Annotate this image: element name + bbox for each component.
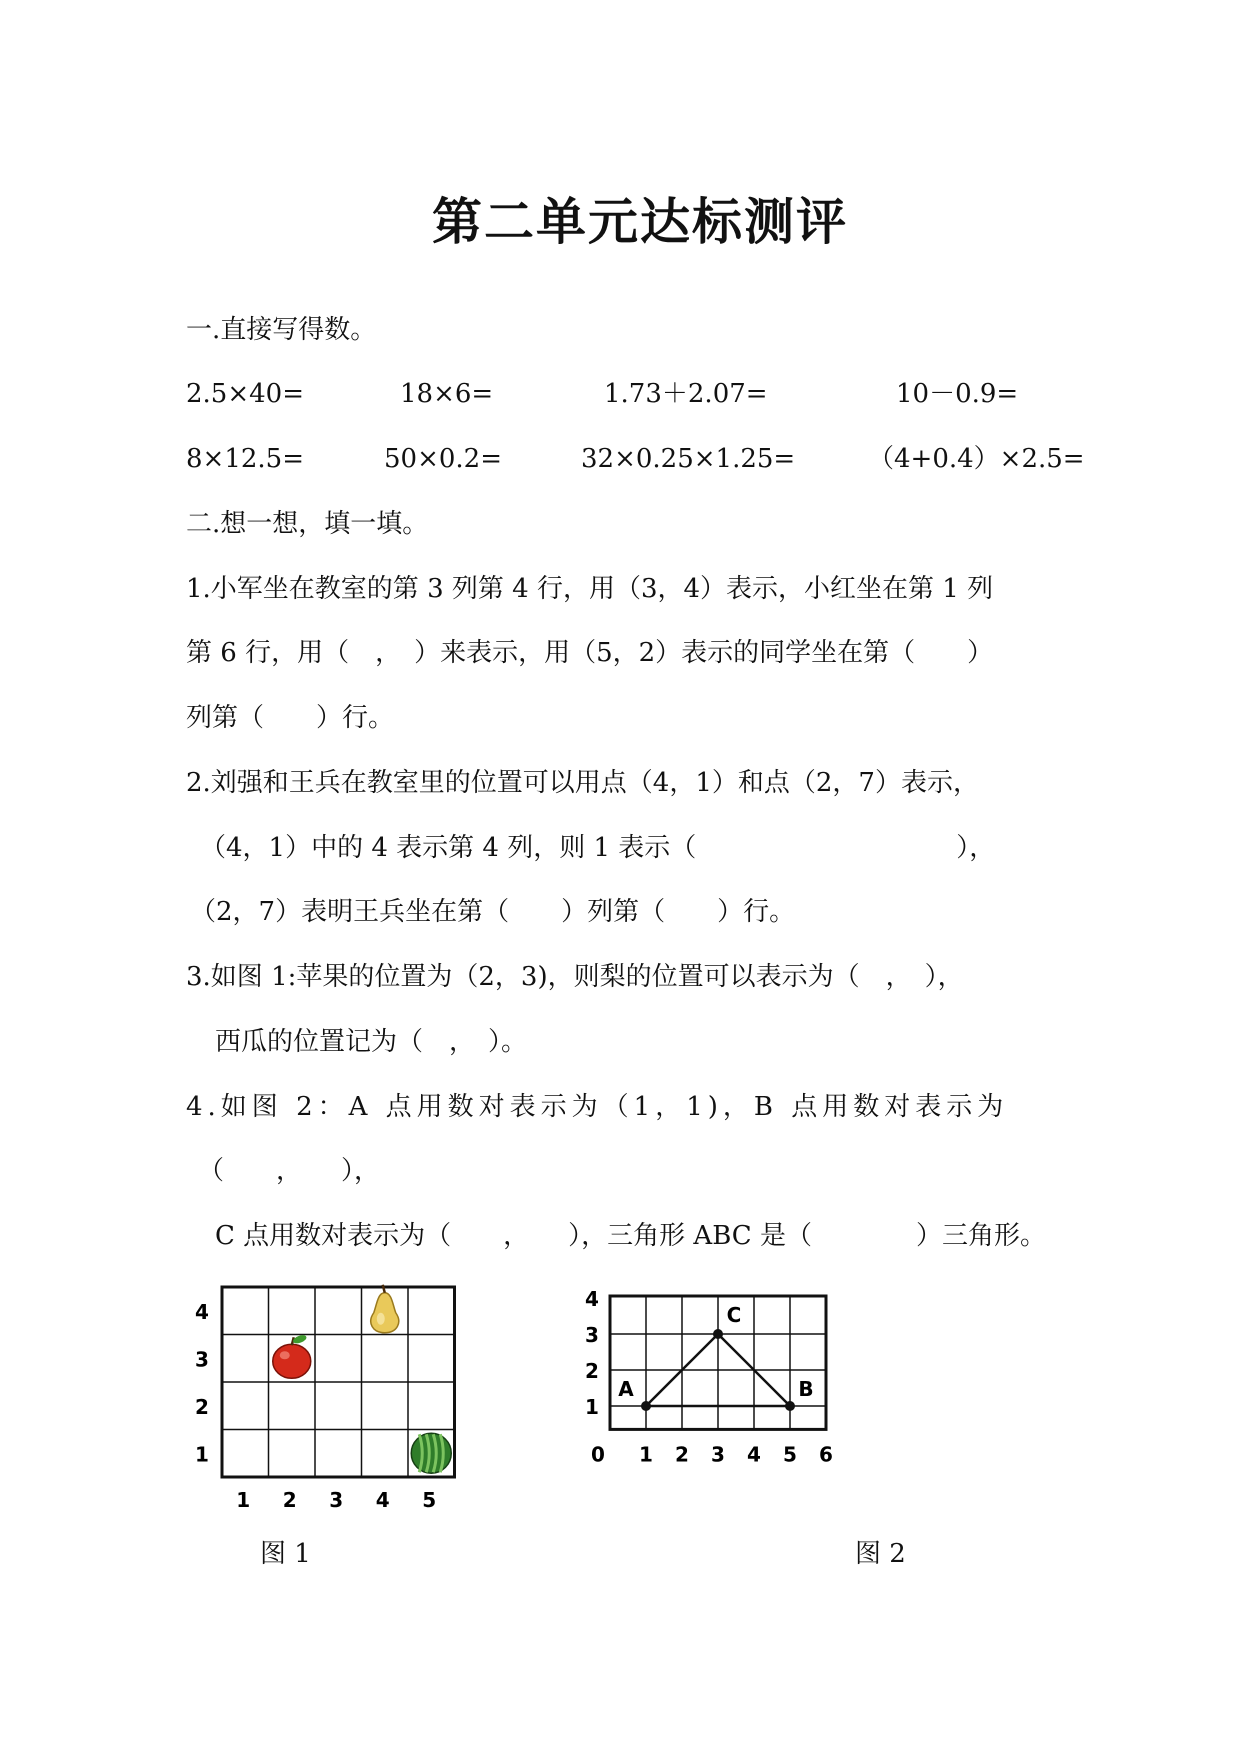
x-tick-label: 3	[329, 1488, 344, 1512]
figure-1-grid	[180, 1275, 480, 1512]
watermelon-icon	[411, 1433, 451, 1473]
question-1-line-3: 列第（ ）行。	[186, 703, 395, 733]
point-label-c: C	[726, 1303, 742, 1327]
x-tick-label: 5	[422, 1488, 437, 1512]
x-tick-label: 5	[783, 1442, 797, 1467]
point-label-b: B	[798, 1377, 814, 1401]
apple-highlight	[280, 1351, 290, 1359]
question-4-line-1: 4.如图 2：A 点用数对表示为（1，1)，B 点用数对表示为	[186, 1092, 1009, 1122]
problem-5: 8×12.5=	[186, 444, 305, 474]
y-tick-label: 1	[585, 1395, 599, 1419]
figure-1-caption: 图 1	[260, 1539, 311, 1569]
figure-2-caption: 图 2	[855, 1539, 906, 1569]
apple-icon	[273, 1334, 311, 1379]
question-4-line-3: C 点用数对表示为（ ， ），三角形 ABC 是（ ）三角形。	[215, 1221, 1046, 1251]
question-1-line-1: 1.小军坐在教室的第 3 列第 4 行，用（3，4）表示，小红坐在第 1 列	[186, 574, 994, 604]
figure-2-coordinate-grid	[570, 1275, 860, 1505]
y-tick-label: 3	[585, 1323, 599, 1347]
question-2-line-3: （2，7）表明王兵坐在第（ ）列第（ ）行。	[190, 897, 796, 927]
point-c	[713, 1329, 723, 1339]
x-tick-label: 2	[282, 1488, 297, 1512]
y-tick-label: 4	[585, 1287, 599, 1311]
y-tick-label: 4	[195, 1299, 209, 1324]
apple-body	[273, 1344, 311, 1378]
problem-4: 10－0.9=	[896, 379, 1019, 409]
question-4-line-2: （ ， ），	[198, 1156, 381, 1186]
question-3-line-2: 西瓜的位置记为（ ， ）。	[215, 1027, 528, 1057]
apple-leaf	[292, 1334, 308, 1345]
problem-2: 18×6=	[400, 379, 494, 409]
x-tick-label: 3	[711, 1442, 725, 1467]
problem-6: 50×0.2=	[384, 444, 503, 474]
question-3-line-1: 3.如图 1:苹果的位置为（2，3)，则梨的位置可以表示为（ ， ），	[186, 962, 964, 992]
y-tick-label: 1	[195, 1442, 209, 1467]
question-2-line-2: （4，1）中的 4 表示第 4 列，则 1 表示（ ），	[200, 833, 996, 863]
x-tick-label: 4	[375, 1488, 390, 1512]
pear-body	[371, 1293, 399, 1333]
pear-highlight	[377, 1313, 385, 1325]
x-tick-label: 0	[591, 1442, 605, 1467]
problem-3: 1.73＋2.07=	[604, 379, 768, 409]
point-a	[641, 1401, 651, 1411]
problem-1: 2.5×40=	[186, 379, 305, 409]
question-1-line-2: 第 6 行，用（ ， ）来表示，用（5，2）表示的同学坐在第（ ）	[186, 638, 994, 668]
x-tick-label: 6	[819, 1442, 833, 1467]
watermelon-body	[411, 1433, 451, 1473]
y-tick-label: 2	[585, 1359, 599, 1383]
question-2-line-1: 2.刘强和王兵在教室里的位置可以用点（4，1）和点（2，7）表示，	[186, 768, 979, 798]
pear-icon	[371, 1285, 399, 1333]
x-tick-label: 2	[675, 1442, 689, 1467]
y-tick-label: 2	[195, 1394, 209, 1419]
x-tick-label: 1	[236, 1488, 251, 1512]
x-tick-label: 1	[639, 1442, 653, 1467]
x-tick-label: 4	[747, 1442, 761, 1467]
section1-heading: 一.直接写得数。	[186, 315, 377, 345]
page-title: 第二单元达标测评	[432, 192, 848, 251]
y-tick-label: 3	[195, 1347, 209, 1372]
section2-heading: 二.想一想，填一填。	[186, 509, 429, 539]
problem-7: 32×0.25×1.25=	[581, 444, 796, 474]
point-label-a: A	[618, 1377, 634, 1401]
point-b	[785, 1401, 795, 1411]
problem-8: （4+0.4）×2.5=	[868, 444, 1085, 474]
